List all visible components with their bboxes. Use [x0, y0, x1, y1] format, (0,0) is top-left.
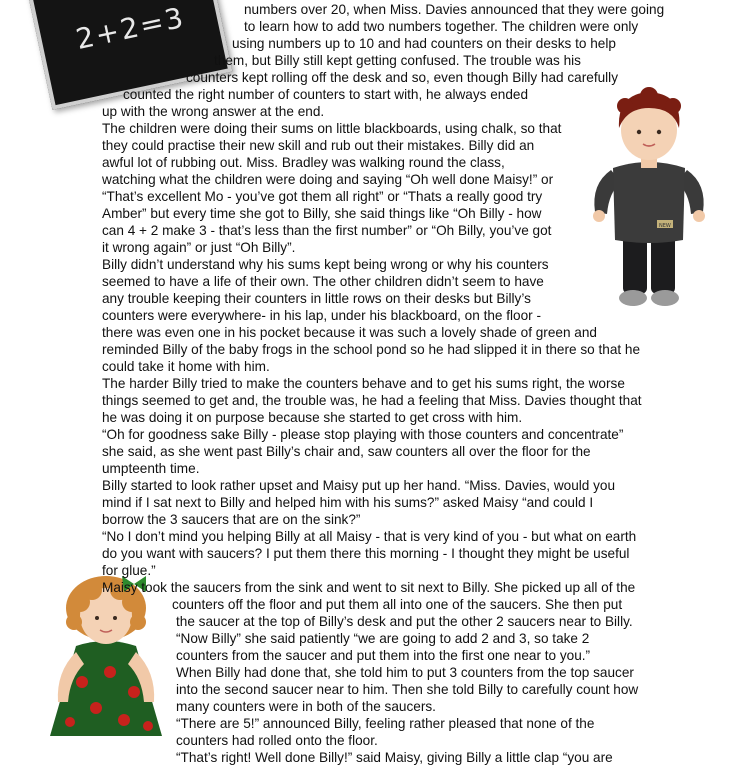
story-line: “There are 5!” announced Billy, feeling rather pleased that none of the — [176, 716, 595, 731]
story-line: The harder Billy tried to make the counters behave and to get his sums right, the worse — [102, 376, 625, 391]
story-line: “That’s right! Well done Billy!” said Maisy, giving Billy a little clap “you are — [176, 750, 613, 765]
story-line: many counters were in both of the saucers. — [176, 699, 436, 714]
story-line: seemed to have a life of their own. The other children didn’t seem to have — [102, 274, 544, 289]
story-line: there was even one in his pocket because it was such a lovely shade of green and — [102, 325, 597, 340]
story-line: Billy didn’t understand why his sums kept being wrong or why his counters — [102, 257, 549, 272]
story-line: the saucer at the top of Billy’s desk and put the other 2 saucers near to Billy. — [176, 614, 633, 629]
girl-doll-image — [36, 572, 176, 736]
story-line: counters from the saucer and put them into the first one near to you.” — [176, 648, 591, 663]
story-line: counters were everywhere- in his lap, under his blackboard, on the floor - — [102, 308, 542, 323]
story-line: counted the right number of counters to start with, he always ended — [123, 87, 529, 102]
story-line: it wrong again” or just “Oh Billy”. — [102, 240, 296, 255]
story-line: watching what the children were doing and saying “Oh well done Maisy!” or — [102, 172, 554, 187]
story-line: Amber” but every time she got to Billy, she said things like “Oh Billy - how — [102, 206, 542, 221]
story-line: she said, as she went past Billy’s chair and, saw counters all over the floor for the — [102, 444, 591, 459]
story-line: Billy started to look rather upset and Maisy put up her hand. “Miss. Davies, would you — [102, 478, 616, 493]
story-line: counters had rolled onto the floor. — [176, 733, 378, 748]
boy-doll-image — [585, 84, 715, 314]
story-line: borrow the 3 saucers that are on the sink?” — [102, 512, 361, 527]
story-line: into the second saucer near to him. Then she told Billy to carefully count how — [176, 682, 639, 697]
story-line: numbers over 20, when Miss. Davies announced that they were going — [244, 2, 665, 17]
story-line: for glue.” — [102, 563, 156, 578]
story-line: up with the wrong answer at the end. — [102, 104, 325, 119]
story-line: Maisy took the saucers from the sink and went to sit next to Billy. She picked up all of the — [102, 580, 636, 595]
story-line: When Billy had done that, she told him to put 3 counters from the top saucer — [176, 665, 634, 680]
sweater-badge: NEW — [659, 223, 671, 229]
story-line: he was doing it on purpose because she started to get cross with him. — [102, 410, 523, 425]
story-line: The children were doing their sums on little blackboards, using chalk, so that — [102, 121, 562, 136]
story-line: can 4 + 2 make 3 - that’s less than the first number” or “Oh Billy, you’ve got — [102, 223, 552, 238]
story-line: “Oh for goodness sake Billy - please stop playing with those counters and concentrate” — [102, 427, 624, 442]
story-line: counters off the floor and put them all into one of the saucers. She then put — [172, 597, 623, 612]
story-line: any trouble keeping their counters in little rows on their desks but Billy’s — [102, 291, 531, 306]
story-line: mind if I sat next to Billy and helped him with his sums?” asked Maisy “and could I — [102, 495, 594, 510]
story-line: them, but Billy still kept getting confused. The trouble was his — [214, 53, 581, 68]
story-line: do you want with saucers? I put them there this morning - I thought they might be useful — [102, 546, 630, 561]
story-line: counters kept rolling off the desk and so, even though Billy had carefully — [186, 70, 618, 85]
story-line: “No I don’t mind you helping Billy at all Maisy - that is very kind of you - but what on earth — [102, 529, 637, 544]
story-line: umpteenth time. — [102, 461, 200, 476]
chalkboard-sum: 2+2=3 — [73, 0, 188, 56]
story-line: to learn how to add two numbers together. The children were only — [244, 19, 639, 34]
story-line: could take it home with him. — [102, 359, 270, 374]
story-line: “That’s excellent Mo - you’ve got them all right” or “Thats a really good try — [102, 189, 543, 204]
story-line: using numbers up to 10 and had counters on their desks to help — [232, 36, 616, 51]
story-line: awful lot of rubbing out. Miss. Bradley was walking round the class, — [102, 155, 505, 170]
story-line: things seemed to get and, the trouble was, he had a feeling that Miss. Davies thought that — [102, 393, 642, 408]
story-line: “Now Billy” she said patiently “we are going to add 2 and 3, so take 2 — [176, 631, 590, 646]
story-line: they could practise their new skill and rub out their mistakes. Billy did an — [102, 138, 535, 153]
story-line: reminded Billy of the baby frogs in the school pond so he had slipped it in there so that he — [102, 342, 641, 357]
